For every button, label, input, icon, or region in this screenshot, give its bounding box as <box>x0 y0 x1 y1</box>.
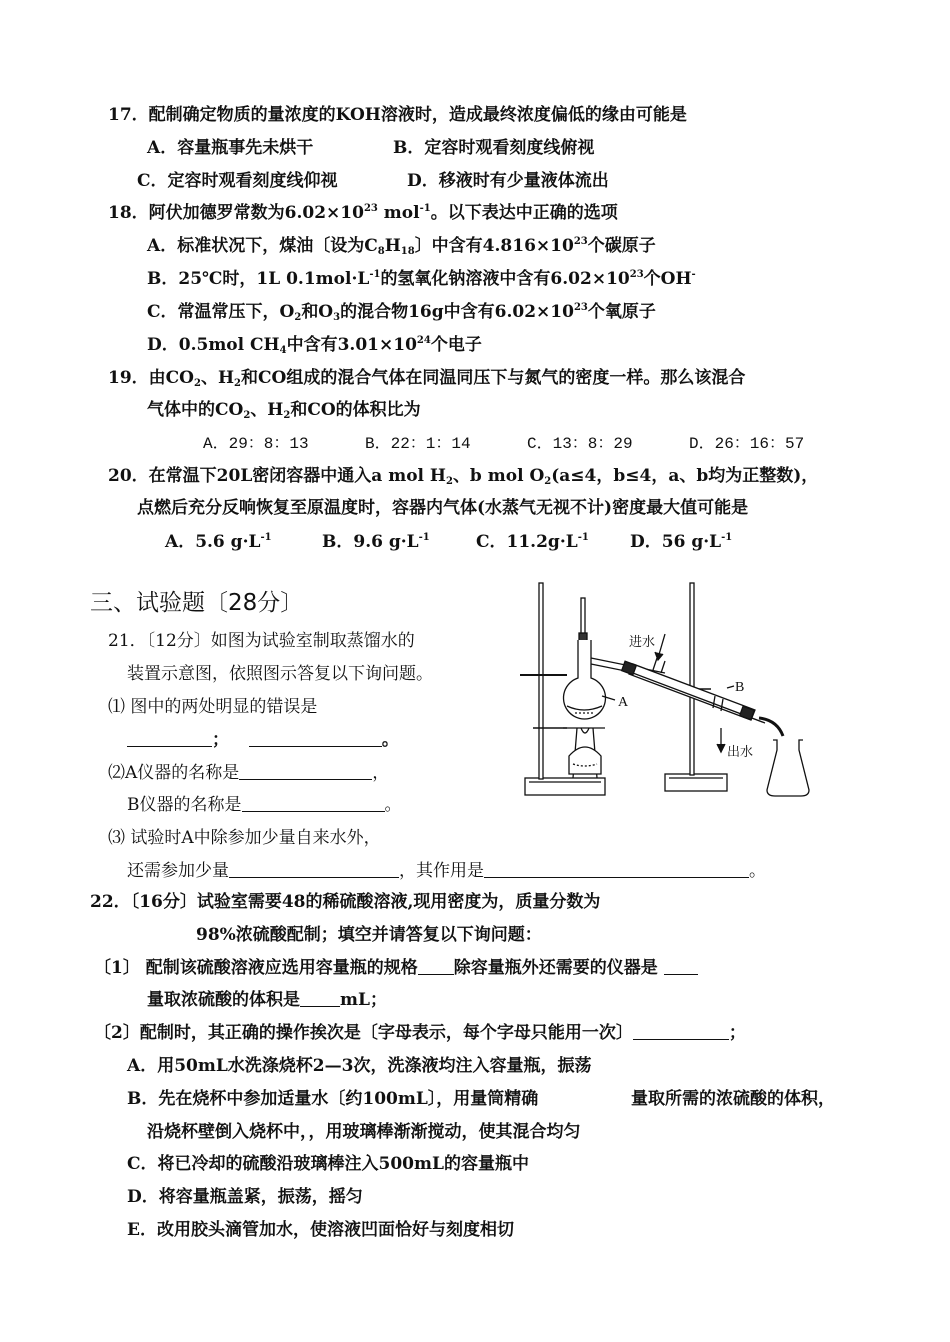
condenser <box>622 658 783 736</box>
q20-option-c: C．$11.2g\cdot L^{-1}$ <box>476 532 589 552</box>
answer-blank[interactable] <box>418 958 454 975</box>
q20-option-d: D．56 $g\cdot L^{-1}$ <box>630 532 733 552</box>
q17-stem: 17．配制确定物质的量浓度的KOH溶液时，造成最终浓度偏低的缘由可能是 <box>108 105 687 125</box>
conical-flask <box>767 740 809 796</box>
q22-part1-line1: 〔1〕 配制该硫酸溶液应选用容量瓶的规格 除容量瓶外还需要的仪器是 <box>94 957 698 979</box>
q22-option-d: D．将容量瓶盖紧，振荡，摇匀 <box>127 1187 363 1207</box>
q18-stem: 18．阿伏加德罗常数为$6.02\times 10^{23}$ mol$^{-1}$。以下表达中正确的选项 <box>108 203 618 223</box>
q17-option-d: D．移液时有少量液体流出 <box>407 171 609 191</box>
alcohol-lamp <box>563 728 605 778</box>
q22-stem-line2: 98%浓硫酸配制；填空并请答复以下询问题： <box>196 925 542 945</box>
q21-part2-b: B仪器的名称是 。 <box>127 795 402 815</box>
q21-part3-a: ⑶ 试验时A中除参加少量自来水外， <box>108 828 381 848</box>
q19-option-b: B．22：1：14 <box>365 435 471 453</box>
water-in-label: 进水 <box>629 635 656 650</box>
q17-option-c: C．定容时观看刻度线仰视 <box>137 171 338 191</box>
label-a: A <box>618 695 629 710</box>
q19-option-c: C．13：8：29 <box>527 435 633 453</box>
answer-blank[interactable] <box>229 861 399 878</box>
q20-option-a: A．5.6 $g\cdot L^{-1}$ <box>165 532 272 552</box>
q21-part1-blanks: ； 。 <box>127 729 399 751</box>
q18-option-a: A．标准状况下，煤油〔设为$C_8H_{18}$〕中含有$4.816\times 10^{23}$个碳原子 <box>147 236 656 257</box>
label-b: B <box>735 680 745 695</box>
answer-blank[interactable] <box>664 958 698 975</box>
q18-option-b: B．25℃时，1L $0.1mol\cdot L^{-1}$的氢氧化钠溶液中含有$6.02\times 10^{23}$个OH- <box>147 269 696 289</box>
q22-part1-line2: 量取浓硫酸的体积是 mL； <box>147 990 387 1010</box>
q22-option-b-line1: B．先在烧杯中参加适量水〔约100mL〕，用量筒精确 <box>127 1089 539 1109</box>
q18-option-c: C．常温常压下，$O_2$和$O_3$的混合物16g中含有$6.02\times 10^{23}$个氧原子 <box>147 302 656 323</box>
q20-stem-line1: 20．在常温下20L密闭容器中通入a mol $H_2$、b mol $O_2(a\le 4$，b≤4，a、b均为正整数)， <box>108 466 819 487</box>
q21-stem-line1: 21．〔12分〕如图为试验室制取蒸馏水的 <box>108 631 415 651</box>
q22-option-c: C．将已冷却的硫酸沿玻璃棒注入500mL的容量瓶中 <box>127 1154 529 1174</box>
q22-option-b-line2: 沿烧杯壁倒入烧杯中，，用玻璃棒渐渐搅动，使其混合均匀 <box>147 1122 581 1142</box>
q21-part2-a: ⑵A仪器的名称是 ， <box>108 763 390 783</box>
q22-stem-line1: 22．〔16分〕试验室需要48的稀硫酸溶液,现用密度为，质量分数为 <box>90 892 601 912</box>
q22-part2-stem: 〔2〕配制时，其正确的操作挨次是〔字母表示，每个字母只能用一次〕 ； <box>94 1023 746 1043</box>
q22-option-b-line1-right: 量取所需的浓硫酸的体积， <box>631 1089 835 1109</box>
q19-option-d: D．26：16：57 <box>689 435 805 453</box>
q17-option-b: B．定容时观看刻度线俯视 <box>393 138 595 158</box>
section-3-title: 三、试验题〔28分〕 <box>90 590 304 616</box>
q22-option-e: E．改用胶头滴管加水，使溶液凹面恰好与刻度相切 <box>127 1220 514 1240</box>
answer-blank[interactable] <box>242 795 385 812</box>
q20-stem-line2: 点燃后充分反响恢复至原温度时，容器内气体(水蒸气无视不计)密度最大值可能是 <box>137 498 749 518</box>
answer-blank[interactable] <box>127 730 212 747</box>
q17-option-a: A．容量瓶事先未烘干 <box>147 138 314 158</box>
q18-option-d: D．0.5mol $CH_4$中含有$3.01\times 10^{24}$个电子 <box>147 335 482 356</box>
label-b-pointer <box>727 686 734 688</box>
answer-blank[interactable] <box>239 763 372 780</box>
q19-stem-line2: 气体中的$CO_2$、$H_2$和CO的体积比为 <box>147 400 421 421</box>
answer-blank[interactable] <box>300 990 340 1007</box>
q21-stem-line2: 装置示意图，依照图示答复以下询问题。 <box>127 664 433 684</box>
water-out-label: 出水 <box>727 745 754 760</box>
distillation-apparatus-diagram <box>515 578 815 803</box>
q19-stem-line1: 19．由$CO_2$、$H_2$和CO组成的混合气体在同温同压下与氮气的密度一样。那么该混合 <box>108 368 746 389</box>
q20-option-b: B．9.6 $g\cdot L^{-1}$ <box>322 532 430 552</box>
q22-option-a: A．用50mL水洗涤烧杯2—3次，洗涤液均注入容量瓶，振荡 <box>127 1056 592 1076</box>
answer-blank[interactable] <box>633 1023 729 1040</box>
answer-blank[interactable] <box>484 861 749 878</box>
q21-part1: ⑴ 图中的两处明显的错误是 <box>108 697 318 717</box>
answer-blank[interactable] <box>249 730 382 747</box>
q21-part3-b: 还需参加少量 ，其作用是 。 <box>127 861 766 881</box>
q19-option-a: A．29：8：13 <box>203 435 309 453</box>
